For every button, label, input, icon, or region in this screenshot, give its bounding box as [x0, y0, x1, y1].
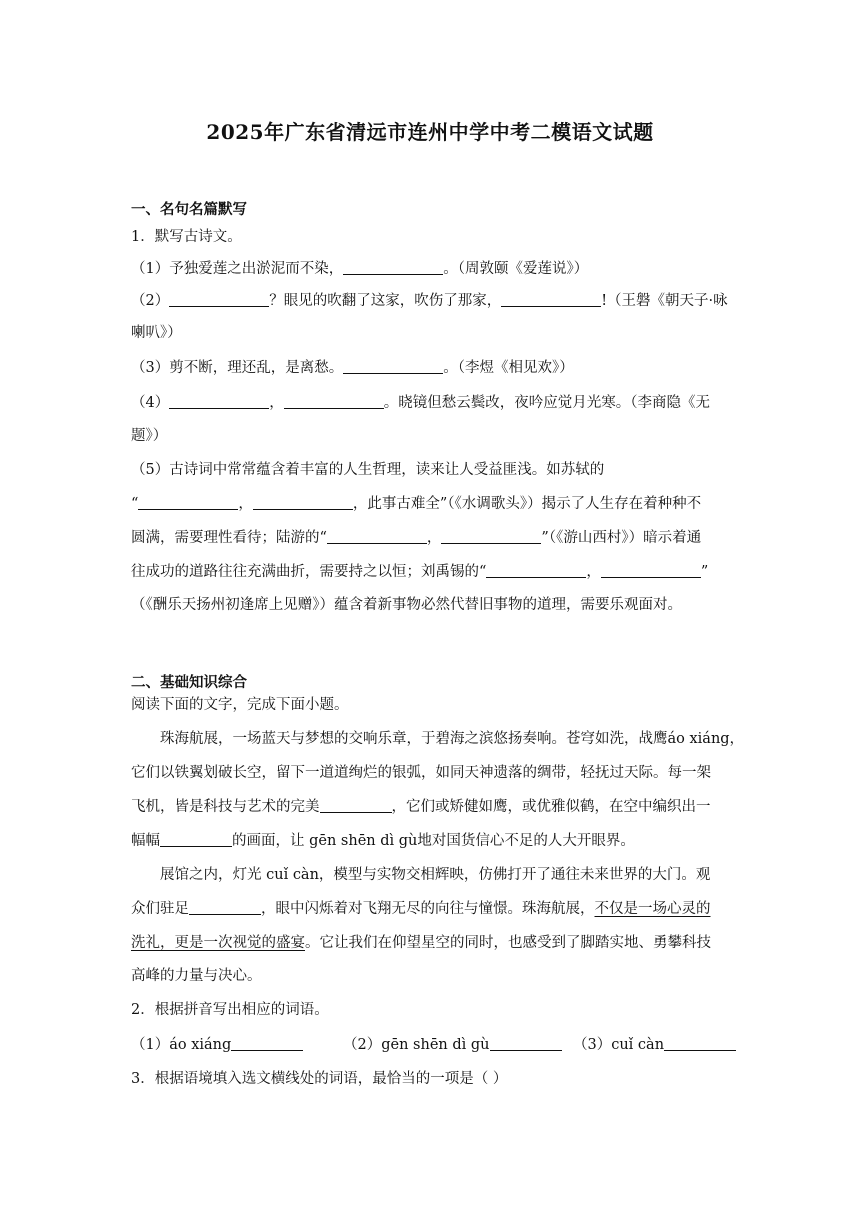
q1-item-5-line-3: 圆满，需要理性看待；陆游的“ ， ”（《游山西村》）暗示着通: [131, 530, 702, 546]
question-2-title: 2．根据拼音写出相应的词语。: [131, 1002, 329, 1018]
passage-p2-line-3: 洗礼，更是一次视觉的盛宴。它让我们在仰望星空的同时，也感受到了脚踏实地、勇攀科技: [131, 935, 711, 951]
answer-blank[interactable]: [343, 262, 443, 275]
passage-p1-line-4: 幅幅 的画面，让 gēn shēn dì gù地对国货信心不足的人大开眼界。: [131, 833, 635, 849]
q2-option-3: （3）cuǐ càn: [573, 1038, 736, 1053]
q2-option-2: （2）gēn shēn dì gù: [343, 1038, 573, 1053]
q1-item-2: （2） ？眼见的吹翻了这家，吹伤了那家， !（王磐《朝天子·咏: [131, 293, 728, 309]
answer-blank[interactable]: [231, 1038, 303, 1051]
answer-blank[interactable]: [327, 531, 427, 544]
passage-p1-line-1: 珠海航展，一场蓝天与梦想的交响乐章，于碧海之滨悠扬奏响。苍穹如洗，战鹰áo xiáng，: [160, 731, 745, 747]
passage-p1-line-2: 它们以铁翼划破长空，留下一道道绚烂的银弧，如同天神遗落的绸带，轻抚过天际。每一架: [131, 765, 711, 781]
reading-intro: 阅读下面的文字，完成下面小题。: [131, 697, 349, 713]
answer-blank[interactable]: [601, 565, 701, 578]
question-2-options: [131, 1038, 741, 1053]
answer-blank[interactable]: [284, 396, 384, 409]
answer-blank[interactable]: [160, 834, 232, 847]
answer-blank[interactable]: [343, 361, 443, 374]
q1-item-5-line-2: “ ， ，此事古难全”（《水调歌头》）揭示了人生存在着种种不: [131, 496, 702, 512]
answer-blank[interactable]: [664, 1038, 736, 1051]
page-title: 2025年广东省清远市连州中学中考二模语文试题: [206, 120, 654, 144]
answer-blank[interactable]: [169, 294, 269, 307]
q1-item-2-cont: 喇叭》）: [131, 325, 182, 341]
underlined-sentence: 洗礼，更是一次视觉的盛宴: [131, 935, 305, 951]
answer-blank[interactable]: [138, 497, 238, 510]
passage-p2-line-2: 众们驻足 ，眼中闪烁着对飞翔无尽的向往与憧憬。珠海航展，不仅是一场心灵的: [131, 901, 711, 917]
answer-blank[interactable]: [501, 294, 601, 307]
answer-blank[interactable]: [189, 902, 261, 915]
section-heading-1: 一、名句名篇默写: [131, 201, 247, 218]
passage-p2-line-4: 高峰的力量与决心。: [131, 968, 262, 984]
answer-blank[interactable]: [490, 1038, 562, 1051]
passage-p2-line-1: 展馆之内，灯光 cuǐ càn，模型与实物交相辉映，仿佛打开了通往未来世界的大门。观: [160, 867, 711, 883]
answer-blank[interactable]: [169, 396, 269, 409]
answer-blank[interactable]: [320, 800, 392, 813]
q1-item-5-line-4: 往成功的道路往往充满曲折，需要持之以恒；刘禹锡的“ ， ”: [131, 564, 709, 580]
q1-item-4: （4） ， 。晓镜但愁云鬓改，夜吟应觉月光寒。（李商隐《无: [131, 395, 710, 411]
underlined-sentence: 不仅是一场心灵的: [594, 901, 711, 917]
answer-blank[interactable]: [441, 531, 541, 544]
question-1-title: 1．默写古诗文。: [131, 229, 242, 245]
q1-item-3: （3）剪不断，理还乱，是离愁。 。（李煜《相见欢》）: [131, 360, 574, 376]
question-3-title: 3．根据语境填入选文横线处的词语，最恰当的一项是（ ）: [131, 1071, 508, 1087]
passage-p1-line-3: 飞机，皆是科技与艺术的完美 ，它们或矫健如鹰，或优雅似鹤，在空中编织出一: [131, 799, 711, 815]
section-heading-2: 二、基础知识综合: [131, 674, 247, 691]
answer-blank[interactable]: [253, 497, 353, 510]
q1-item-1: （1）予独爱莲之出淤泥而不染， 。（周敦颐《爱莲说》）: [131, 261, 589, 277]
q1-item-5-line-5: （《酬乐天扬州初逢席上见赠》）蕴含着新事物必然代替旧事物的道理，需要乐观面对。: [131, 597, 682, 613]
q1-item-5-line-1: （5）古诗词中常常蕴含着丰富的人生哲理，读来让人受益匪浅。如苏轼的: [131, 462, 605, 478]
q1-item-4-cont: 题》）: [131, 428, 168, 444]
q2-option-1: （1）áo xiáng: [131, 1038, 343, 1053]
answer-blank[interactable]: [486, 565, 586, 578]
